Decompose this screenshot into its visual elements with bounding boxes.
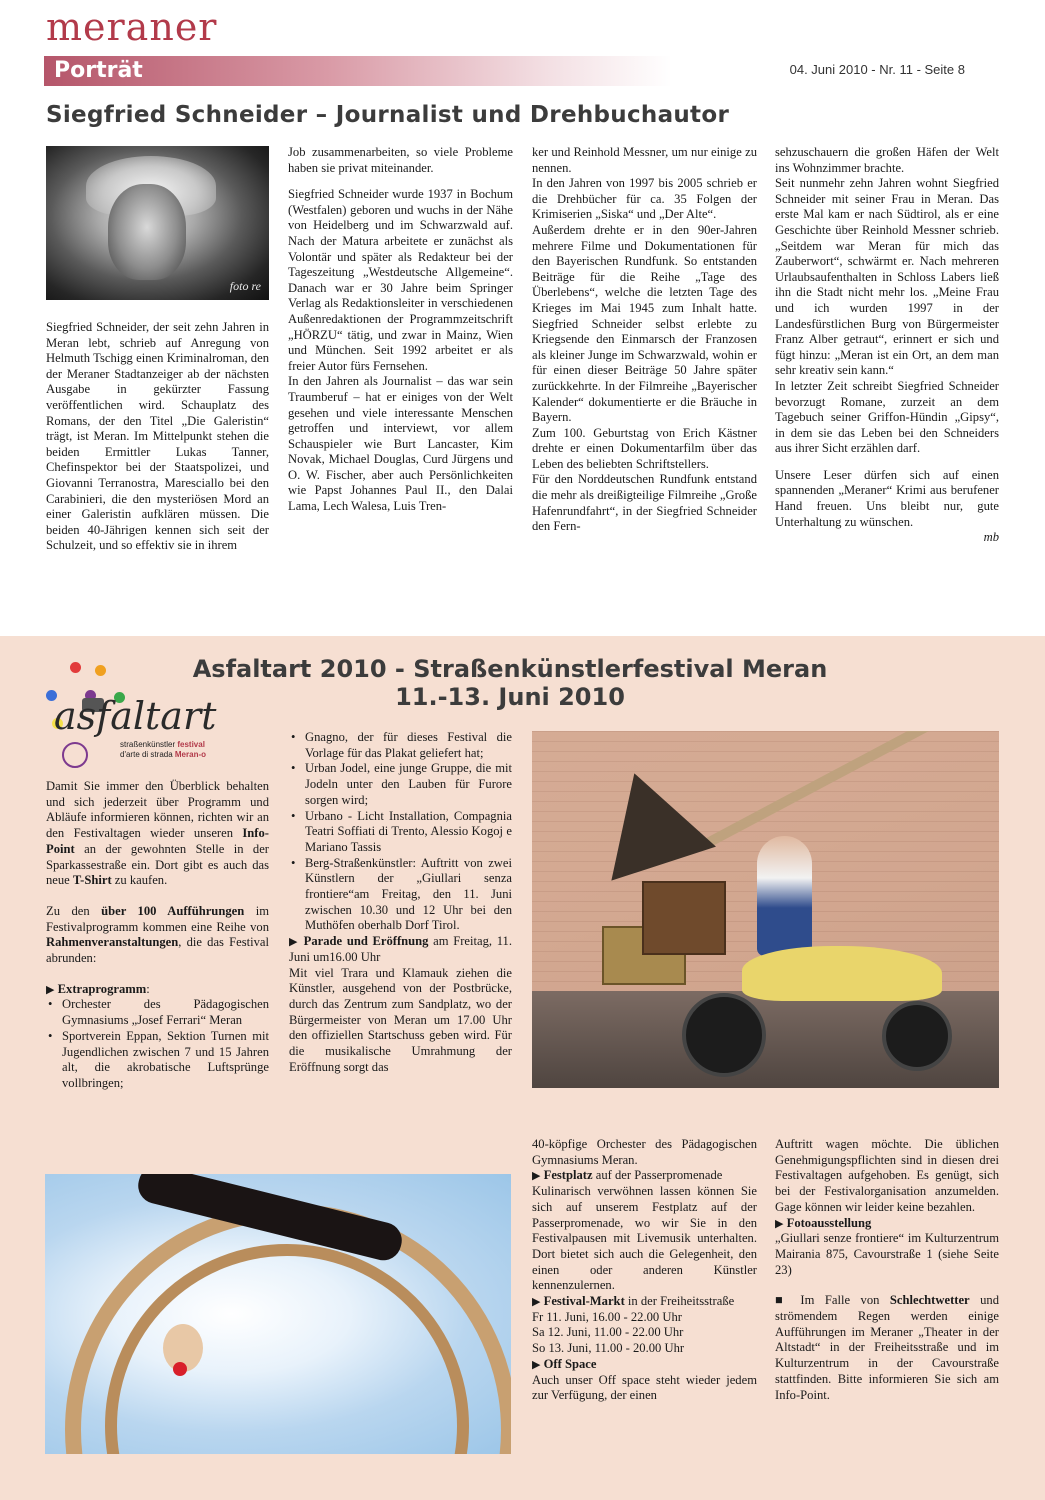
- dateline: 04. Juni 2010 - Nr. 11 - Seite 8: [789, 62, 965, 77]
- list-item: • Orchester des Pädagogischen Gymnasiums „Josef Ferrari“ Meran: [62, 997, 269, 1028]
- paragraph: Siegfried Schneider wurde 1937 in Bochum (Westfalen) geboren und wuchs in der Nähe von Heidelberg und im Schwarzwald auf. Nach der Matura arbeitete er zunächst als Volontär und später als Redakteur bei der Tageszeitung „Westdeutsche Allgemeine“. Danach war er 30 Jahre beim Springer Verlag als Redaktionsleiter in verschiedenen Außenredaktionen der Programmzeitschrift „HÖRZU“ tätig, und zwar in Mainz, Wien und München. Seit 1992 arbeitet er als freier Autor fürs Fernsehen.: [288, 187, 513, 373]
- festival-column-4: [775, 1137, 999, 1403]
- schedule-line: So 13. Juni, 11.00 - 20.00 Uhr: [532, 1341, 685, 1356]
- paragraph: Siegfried Schneider, der seit zehn Jahren in Meran lebt, schrieb auf Anregung von Helmuth Tschigg einen Kriminalroman, den der Meraner Stadtanzeiger ab der nächsten Ausgabe in gekürzter Fassung veröffentlichen wird. Schauplatz des Romans, der den Titel „Die Galeristin“ trägt, ist Meran. Im Mittelpunkt stehen die beiden Ermittler Lukas Tanner, Chefinspektor bei der Staatspolizei, und Giovanni Terranostra, Maresciallo bei den Carabinieri, die den mysteriösen Mord an einer Galeristin aufklären müssen. Die beiden 40-Jährigen kennen sich seit der Schulzeit, und so effektiv sie in ihrem: [46, 320, 269, 553]
- acrobat-photo: [45, 1174, 511, 1454]
- paragraph: „Giullari senze frontiere“ im Kulturzentrum Mairania 875, Cavourstraße 1 (siehe Seite 23): [775, 1231, 999, 1277]
- festival-column-3: [532, 1137, 757, 1404]
- paragraph: ■ Im Falle von Schlechtwetter und strömendem Regen werden einige Aufführungen im Meraner „Theater in der Altstadt“ in der Freiheitsstraße und im Kulturzentrum in der Cavourstraße stattfinden. Bitte informieren Sie sich am Info-Point.: [775, 1293, 1000, 1402]
- subheading: ▶ Parade und Eröffnung am Freitag, 11. Juni um16.00 Uhr: [289, 934, 512, 964]
- paragraph: Außerdem drehte er in den 90er-Jahren mehrere Filme und Dokumentationen für den Bayerischen Rundfunk. So entstanden Beiträge für die Reihe „Tage des Überlebens“, welche die letzten Tage des Krieges im Mai 1945 zum Inhalt hatte. Siegfried Schneider selbst erlebte zu Kriegsende den Einmarsch der Franzosen als kleiner Junge im Schwarzwald, wohin er für einen dieser Beiträge 50 Jahre später zurückkehrte. In der Filmreihe „Bayerischer Kalender“ dokumentierte er die Bräuche in Bayern.: [532, 222, 757, 425]
- festival-title-line-1: Asfaltart 2010 - Straßenkünstlerfestival Meran: [192, 655, 828, 683]
- photo-credit: foto re: [229, 279, 261, 293]
- subheading: ▶ Extraprogramm:: [46, 981, 150, 996]
- article1-column-4: [775, 145, 999, 546]
- arrow-icon: ▶: [532, 1295, 541, 1309]
- list-item: • Urbano - Licht Installation, Compagnia Teatri Soffiati di Trento, Alessio Kogoj e Mariano Tassis: [305, 809, 512, 856]
- paragraph: sehzuschauern die großen Häfen der Welt ins Wohnzimmer brachte.: [775, 145, 999, 175]
- subheading: ▶ Festival-Markt in der Freiheitsstraße: [532, 1294, 735, 1309]
- logo-dot-red: [70, 662, 81, 673]
- festival-column-1: [46, 779, 269, 1092]
- paragraph: [775, 468, 999, 546]
- paragraph: In den Jahren von 1997 bis 2005 schrieb er die Drehbücher für ca. 35 Folgen der Krimiserien „Siska“ und „Der Alte“.: [532, 176, 757, 222]
- logo-dot-orange: [95, 665, 106, 676]
- paragraph: Job zusammenarbeiten, so viele Probleme haben sie privat miteinander.: [288, 145, 513, 175]
- logo-wordmark: asfaltart: [54, 694, 217, 738]
- photo-wheel-shape: [882, 1001, 952, 1071]
- paragraph: Für den Norddeutschen Rundfunk entstand die mehr als dreißigteilige Filmreihe „Große Hafenrundfahrt“, in der Siegfried Schneider den Fern-: [532, 472, 757, 534]
- festival-column-2: [289, 730, 512, 1075]
- arrow-icon: ▶: [46, 982, 55, 996]
- paragraph: Kulinarisch verwöhnen lassen können Sie sich auf unserem Festplatz auf der Passerpromenade, wo wir Sie in den Festivalpausen mit Livemusik unterhalten. Dort bietet sich auch die Gelegenheit, den einen oder anderen Künstler kennenzulernen.: [532, 1184, 757, 1293]
- arrow-icon: ▶: [532, 1357, 541, 1371]
- paragraph: Auftritt wagen möchte. Die üblichen Genehmigungspflichten sind in diesen drei Festivaltagen aufgehoben. Es genügt, sich bei der Festivalorganisation anzumelden. Gage können wir leider keine bezahlen.: [775, 1137, 999, 1214]
- paragraph: Auch unser Off space steht wieder jedem zur Verfügung, der einen: [532, 1372, 757, 1403]
- author-signature: mb: [983, 530, 999, 545]
- article-title: Siegfried Schneider – Journalist und Drehbuchautor: [46, 102, 730, 128]
- scooter-artist-photo: [532, 731, 999, 1088]
- festival-title: [130, 655, 890, 711]
- bullet-list: [289, 730, 512, 934]
- list-item: • Berg-Straßenkünstler: Auftritt von zwei Künstlern der „Giullari senza frontiere“am Freitag, den 11. Juni zwischen 10.30 und 12 Uhr bei den Muthöfen oberhalb Dorf Tirol.: [305, 856, 512, 935]
- paragraph: ker und Reinhold Messner, um nur einige zu nennen.: [532, 145, 757, 175]
- section-title: Porträt: [54, 58, 143, 83]
- arrow-icon: ▶: [289, 935, 299, 949]
- logo-circle-icon: [62, 742, 88, 768]
- paragraph: Zu den über 100 Aufführungen im Festivalprogramm kommen eine Reihe von Rahmenveranstaltungen, die das Festival abrunden:: [46, 903, 269, 966]
- clown-nose-shape: [173, 1362, 187, 1376]
- bullet-list: [46, 997, 269, 1091]
- subheading: ▶ Off Space: [532, 1356, 597, 1371]
- schedule-line: Sa 12. Juni, 11.00 - 22.00 Uhr: [532, 1325, 684, 1340]
- paragraph: Mit viel Trara und Klamauk ziehen die Künstler, ausgehend von der Postbrücke, durch das Zentrum zum Sandplatz, wo der Bürgermeister von Meran um 17.00 Uhr den offiziellen Startschuss geben wird. Für die musikalische Umrahmung der Eröffnung sorgt das: [289, 965, 512, 1074]
- section-bar: [44, 56, 672, 86]
- photo-face-shape: [108, 184, 186, 280]
- photo-suitcase-shape: [642, 881, 726, 955]
- paragraph: In den Jahren als Journalist – das war sein Traumberuf – hat er einiges von der Welt gesehen und viele interessante Menschen getroffen und interviewt, vor allem Schauspieler wie Burt Lancaster, Kim Novak, Michael Douglas, Curd Jürgens und O. W. Fischer, aber auch Persönlichkeiten wie Papst Johannes Paul II., den Dalai Lama, Lech Walesa, Luis Tren-: [288, 374, 513, 514]
- list-item: • Gnagno, der für dieses Festival die Vorlage für das Plakat geliefert hat;: [305, 730, 512, 761]
- photo-wheel-shape: [682, 993, 766, 1077]
- article1-column-1: [46, 320, 269, 554]
- paragraph: Zum 100. Geburtstag von Erich Kästner drehte er einen Dokumentarfilm über das Leben des beliebten Schriftstellers.: [532, 425, 757, 471]
- masthead-logo: meraner: [46, 5, 218, 49]
- festival-title-line-2: 11.-13. Juni 2010: [395, 683, 625, 711]
- article1-column-2: [288, 145, 513, 515]
- logo-tagline-it: d'arte di strada Meran-o: [120, 750, 207, 759]
- square-bullet-icon: ■: [775, 1293, 790, 1308]
- article1-column-3: [532, 145, 757, 535]
- closing-text: Unsere Leser dürfen sich auf einen spannenden „Meraner“ Krimi aus berufener Hand freuen. Uns bleibt nur, gute Unterhaltung zu wünschen.: [775, 467, 999, 529]
- subheading: ▶ Fotoausstellung: [775, 1215, 872, 1230]
- schedule-line: Fr 11. Juni, 16.00 - 22.00 Uhr: [532, 1309, 682, 1324]
- list-item: • Sportverein Eppan, Sektion Turnen mit Jugendlichen zwischen 7 und 15 Jahren alt, die akrobatische Luftsprünge vollbringen;: [62, 1029, 269, 1092]
- photo-scooter-shape: [742, 946, 942, 1001]
- arrow-icon: ▶: [532, 1169, 541, 1183]
- paragraph: In letzter Zeit schreibt Siegfried Schneider bevorzugt Romane, zurzeit an dem Tagebuch seiner Griffon-Hündin „Gipsy“, in dem sie das Leben bei den Schneiders aus ihrer Sicht erzählen darf.: [775, 378, 999, 456]
- paragraph: 40-köpfige Orchester des Pädagogischen Gymnasiums Meran.: [532, 1137, 757, 1167]
- photo-rider-shape: [757, 836, 812, 956]
- list-item: • Urban Jodel, eine junge Gruppe, die mit Jodeln unter den Lauben für Furore sorgen wird;: [305, 761, 512, 808]
- paragraph: Damit Sie immer den Überblick behalten und sich jederzeit über Programm und Abläufe informieren können, richten wir an den Festivaltagen wieder unseren Info-Point an der gewohnten Stelle in der Sparkassestraße ein. Dort gibt es auch das neue T-Shirt zu kaufen.: [46, 779, 269, 888]
- logo-tagline-de: straßenkünstler festival: [120, 740, 205, 749]
- subheading: ▶ Festplatz auf der Passerpromenade: [532, 1168, 723, 1183]
- portrait-photo: [46, 146, 269, 300]
- arrow-icon: ▶: [775, 1216, 784, 1230]
- paragraph: Seit nunmehr zehn Jahren wohnt Siegfried Schneider mit seiner Frau in Meran. Das erste Mal kam er nach Südtirol, als er eine Geschichte über Reinhold Messner schrieb. „Seitdem war Meran für mich das Zauberwort“, schwärmt er. Nach mehreren Urlaubsaufenthalten in Schloss Labers ließ ihn die Stadt nicht mehr los. „Meine Frau und ich wurden 1997 in der Landesfürstlichen Burg von Bürgermeister Franz Alber getraut“, erinnert er sich und fügt hinzu: „Meran ist ein Ort, an dem man sehr kreativ sein kann.“: [775, 176, 999, 378]
